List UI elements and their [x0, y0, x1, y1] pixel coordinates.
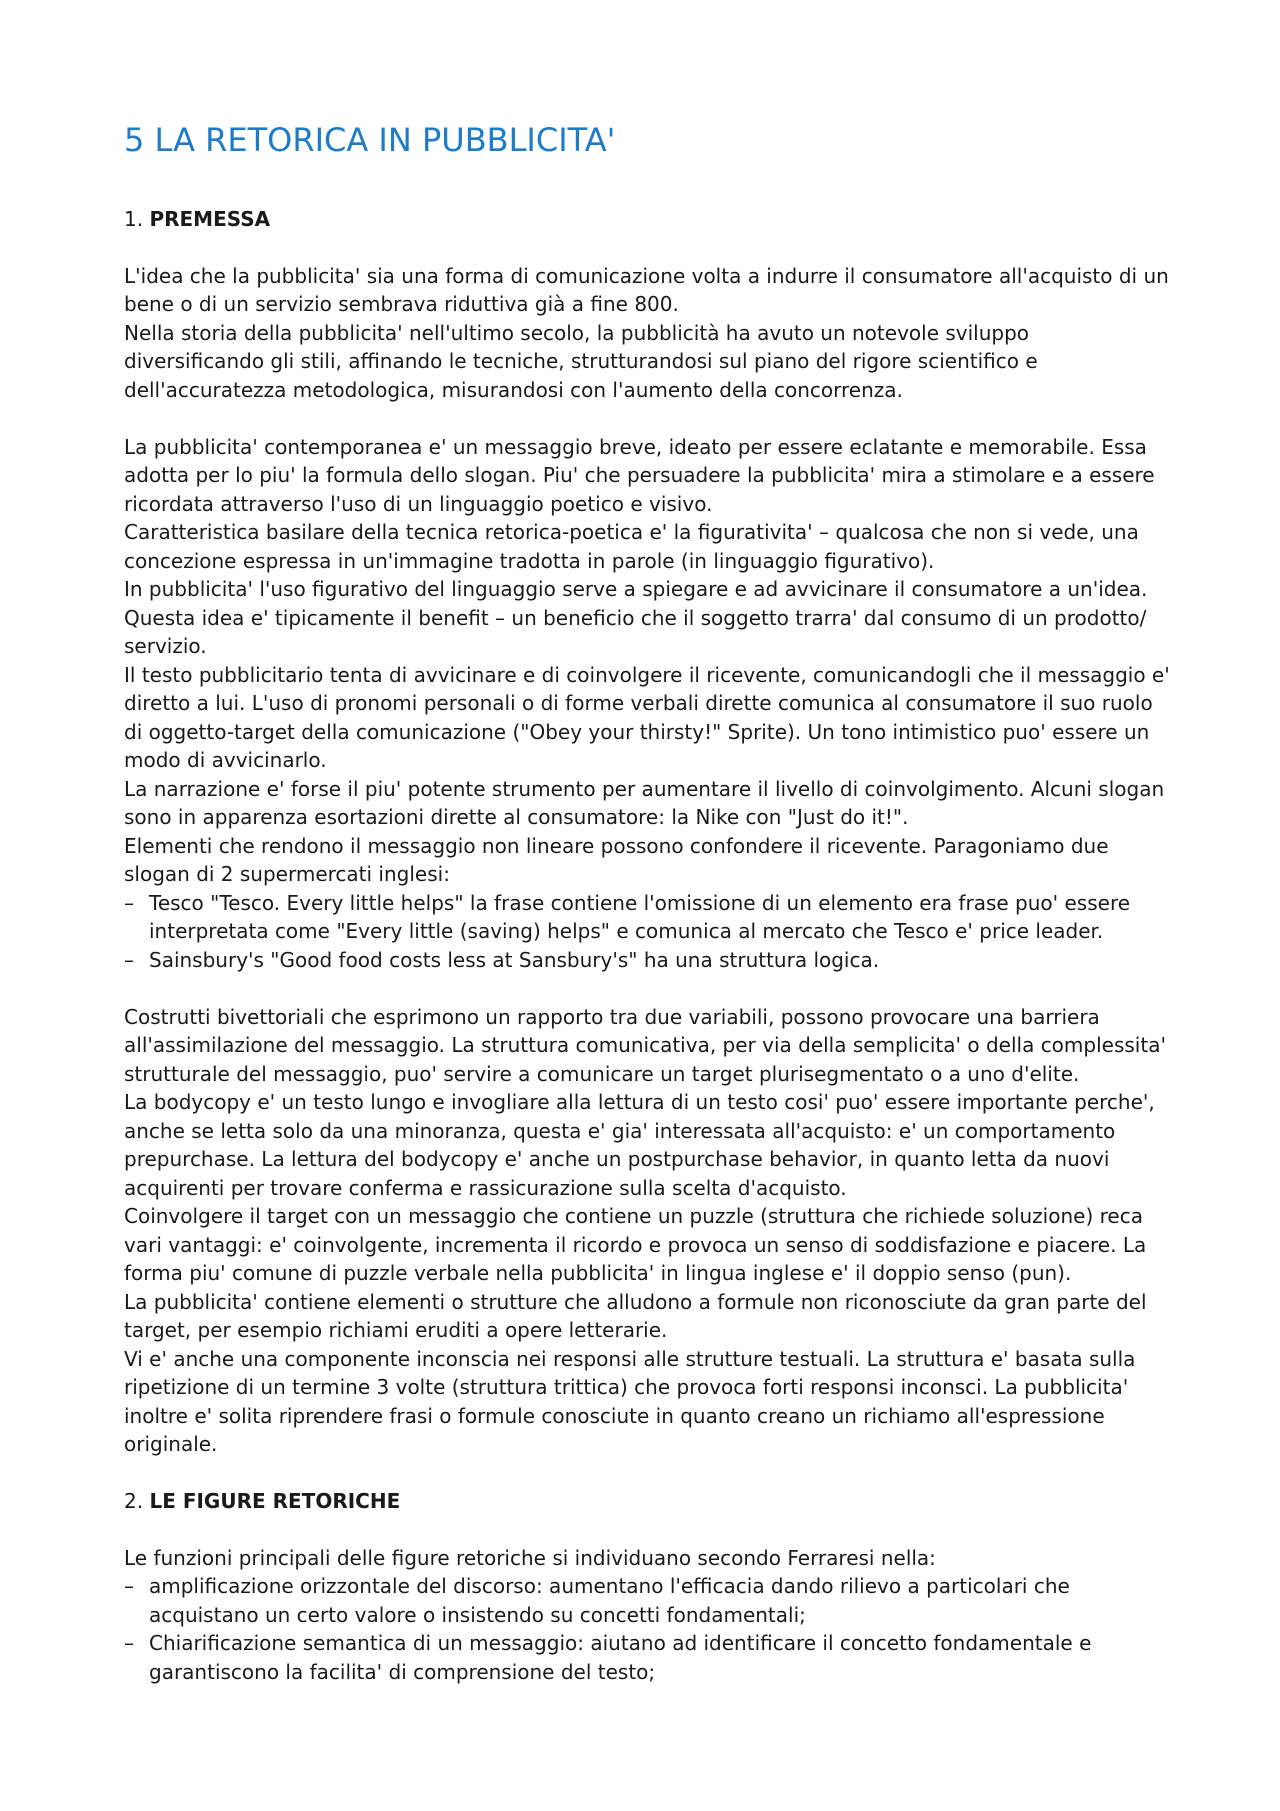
section-title: PREMESSA — [149, 207, 271, 231]
list-item: – Tesco "Tesco. Every little helps" la frase contiene l'omissione di un elemento era frase puo' essere interpretata come "Every little (saving) helps" e comunica al mercato che Tesco e' price leader. — [124, 889, 1174, 946]
list-item: – Chiarificazione semantica di un messaggio: aiutano ad identificare il concetto fondamentale e garantiscono la facilita' di comprensione del testo; — [124, 1629, 1174, 1686]
list-item: – Sainsbury's "Good food costs less at Sansbury's" ha una struttura logica. — [124, 946, 1174, 975]
paragraph: Le funzioni principali delle figure retoriche si individuano secondo Ferraresi nella: — [124, 1545, 936, 1570]
section-heading-premessa — [124, 205, 1174, 234]
document-page — [124, 118, 1174, 1686]
paragraph: La pubblicita' contemporanea e' un messaggio breve, ideato per essere eclatante e memorabile. Essa adotta per lo piu' la formula dello slogan. Piu' che persuadere la pubblicita' mira a stimolare e a essere ricordata attraverso l'uso di un linguaggio poetico e visivo. — [124, 434, 1155, 516]
paragraph: Il testo pubblicitario tenta di avvicinare e di coinvolgere il ricevente, comunicandogli che il messaggio e' diretto a lui. L'uso di pronomi personali o di forme verbali dirette comunica al consumatore il suo ruolo di oggetto-target della comunicazione ("Obey your thirsty!" Sprite). Un tono intimistico puo' essere un modo di avvicinarlo. — [124, 662, 1170, 772]
document-title: 5 LA RETORICA IN PUBBLICITA' — [124, 121, 616, 159]
paragraph: Caratteristica basilare della tecnica retorica-poetica e' la figurativita' – qualcosa che non si vede, una concezione espressa in un'immagine tradotta in parole (in linguaggio figurativo). — [124, 520, 1139, 573]
functions-list — [124, 1572, 1174, 1686]
section-number: 2. — [124, 1489, 144, 1513]
section-number: 1. — [124, 207, 144, 231]
paragraph: In pubblicita' l'uso figurativo del linguaggio serve a spiegare e ad avvicinare il consumatore a un'idea. Questa idea e' tipicamente il benefit – un beneficio che il soggetto trarra' dal consumo di un prodotto/ servizio. — [124, 577, 1148, 658]
list-item: – amplificazione orizzontale del discorso: aumentano l'efficacia dando rilievo a particolari che acquistano un certo valore o insistendo su concetti fondamentali; — [124, 1572, 1174, 1629]
paragraph: Nella storia della pubblicita' nell'ultimo secolo, la pubblicità ha avuto un notevole sviluppo diversificando gli stili, affinando le tecniche, strutturandosi sul piano del rigore scientifico e dell'accuratezza metodologica, misurandosi con l'aumento della concorrenza. — [124, 320, 1038, 402]
paragraph: Coinvolgere il target con un messaggio che contiene un puzzle (struttura che richiede soluzione) reca vari vantaggi: e' coinvolgente, incrementa il ricordo e provoca un senso di soddisfazione e piacere. La forma piu' comune di puzzle verbale nella pubblicita' in lingua inglese e' il doppio senso (pun). — [124, 1204, 1147, 1285]
section-title: LE FIGURE RETORICHE — [149, 1489, 401, 1513]
paragraph: L'idea che la pubblicita' sia una forma di comunicazione volta a indurre il consumatore all'acquisto di un bene o di un servizio sembrava riduttiva già a fine 800. — [124, 263, 1169, 316]
paragraph: Vi e' anche una componente inconscia nei responsi alle strutture testuali. La struttura e' basata sulla ripetizione di un termine 3 volte (struttura trittica) che provoca forti responsi inconsci. La pubblicita' inoltre e' solita riprendere frasi o formule conosciute in quanto creano un richiamo all'espressione originale. — [124, 1346, 1136, 1456]
slogan-list — [124, 889, 1174, 975]
paragraph: Elementi che rendono il messaggio non lineare possono confondere il ricevente. Paragoniamo due slogan di 2 supermercati inglesi: — [124, 833, 1109, 886]
section-heading-figure-retoriche — [124, 1487, 1174, 1516]
paragraph: La pubblicita' contiene elementi o strutture che alludono a formule non riconosciute da gran parte del target, per esempio richiami eruditi a opere letterarie. — [124, 1289, 1147, 1342]
paragraph: Costrutti bivettoriali che esprimono un rapporto tra due variabili, possono provocare una barriera all'assimilazione del messaggio. La struttura comunicativa, per via della semplicita' o della complessita' strutturale del messaggio, puo' servire a comunicare un target plurisegmentato o a uno d'elite. — [124, 1004, 1166, 1086]
paragraph: La narrazione e' forse il piu' potente strumento per aumentare il livello di coinvolgimento. Alcuni slogan sono in apparenza esortazioni dirette al consumatore: la Nike con "Just do it!". — [124, 776, 1165, 829]
paragraph: La bodycopy e' un testo lungo e invogliare alla lettura di un testo cosi' puo' essere importante perche', anche se letta solo da una minoranza, questa e' gia' interessata all'acquisto: e' un comportamento prepurchase. La lettura del bodycopy e' anche un postpurchase behavior, in quanto letta da nuovi acquirenti per trovare conferma e rassicurazione sulla scelta d'acquisto. — [124, 1090, 1155, 1200]
